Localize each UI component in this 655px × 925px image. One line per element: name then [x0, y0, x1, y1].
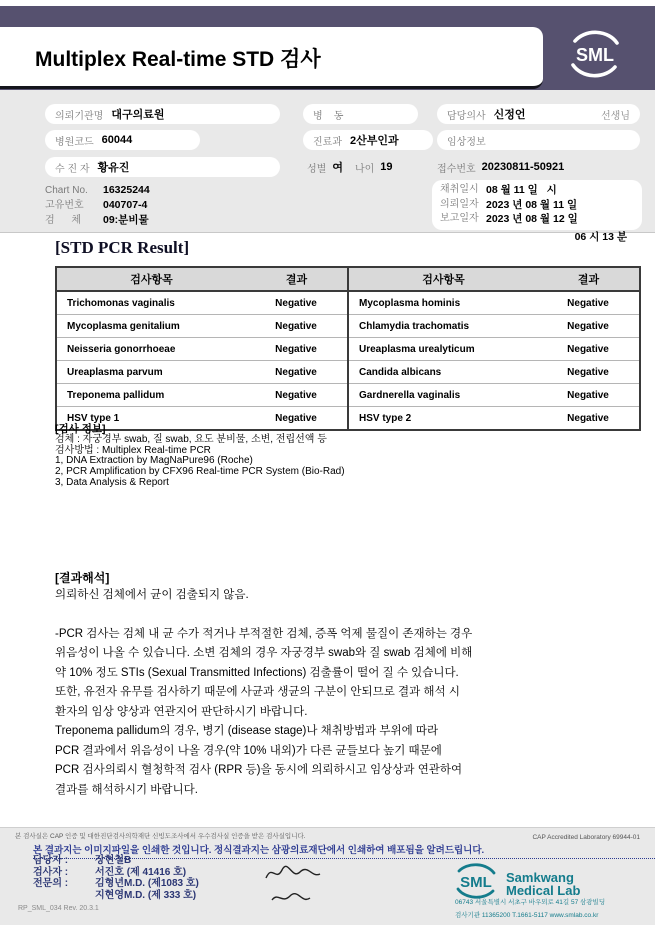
field-label: 접수번호 [437, 163, 476, 175]
table-header-row [56, 267, 640, 291]
test-name: Treponema pallidum [56, 384, 246, 407]
field-label: 병 동 [313, 110, 344, 122]
reported-date: 2023 년 08 월 12 일 [486, 213, 578, 226]
chart-no-value: 16325244 [103, 184, 150, 196]
field-label: 의뢰기관명 [55, 110, 104, 122]
field-label: 의뢰일자 [440, 198, 479, 210]
staff-name: 서진호 (제 41416 호) [95, 866, 187, 878]
staff-name: 지현영M.D. (제 333 호) [95, 889, 197, 901]
field-label: 진료과 [313, 136, 342, 148]
column-header-result: 결과 [246, 267, 348, 291]
lab-address-block [455, 896, 605, 922]
test-name: Candida albicans [348, 361, 538, 384]
staff-row [33, 878, 199, 890]
field-ward [303, 104, 418, 124]
lab-name-line2: Medical Lab [506, 882, 581, 898]
field-organization [45, 104, 280, 124]
test-info-title: [검사 정보] [55, 423, 106, 435]
unique-no-value: 040707-4 [103, 199, 148, 211]
interpretation-line: PCR 검사의뢰시 혈청학적 검사 (RPR 등)을 동시에 의뢰하시고 임상상과 연관하여 [55, 764, 463, 776]
field-label: 담당의사 [447, 110, 486, 122]
lab-address: 06743 서울특별시 서초구 바우뫼로 41길 57 삼광빌딩 [455, 899, 606, 906]
staff-role: 담당자 : [33, 855, 69, 866]
field-value: 20230811-50921 [481, 161, 565, 173]
age-label: 나이 [354, 163, 375, 175]
section-title-std-pcr-result: [STD PCR Result] [55, 238, 190, 257]
field-label: 보고일자 [440, 213, 479, 225]
test-info-section [55, 424, 345, 489]
staff-name: 김형년M.D. (제1083 호) [95, 878, 199, 890]
field-value: 2산부인과 [349, 135, 399, 147]
test-name: HSV type 1 [56, 407, 246, 431]
table-row [56, 338, 640, 361]
lab-name-line1: Samkwang [506, 869, 574, 885]
table-row [56, 291, 640, 315]
form-code: RP_SML_034 Rev. 20.3.1 [18, 905, 99, 912]
staff-role: 검사자 : [33, 866, 69, 878]
collected-date: 08 월 11 일 시 [486, 184, 557, 196]
test-result: Negative [246, 407, 348, 431]
svg-text:SML: SML [576, 45, 614, 65]
test-name: Mycoplasma hominis [348, 291, 538, 315]
interpretation-section [55, 570, 472, 800]
interpretation-summary: 의뢰하신 검체에서 균이 검출되지 않음. [55, 589, 249, 601]
test-result: Negative [538, 338, 640, 361]
field-receipt-number [437, 157, 576, 177]
staff-row [33, 867, 199, 879]
page-title: Multiplex Real-time STD 검사 [35, 48, 321, 71]
chart-info-block [45, 183, 150, 228]
test-name: Neisseria gonorrhoeae [56, 338, 246, 361]
field-patient-name [45, 157, 280, 177]
interpretation-line: Treponema pallidum의 경우, 병기 (disease stage)나 채취방법과 부위에 따라 [55, 725, 439, 737]
field-label: 임상정보 [447, 136, 486, 148]
results-table [55, 266, 641, 431]
field-label: 수 진 자 [55, 163, 90, 175]
test-name: Chlamydia trachomatis [348, 315, 538, 338]
column-header-item: 검사항목 [56, 267, 246, 291]
sml-logo-icon [566, 28, 624, 85]
table-row [56, 384, 640, 407]
field-sex-age [307, 157, 405, 177]
interpretation-line: PCR 결과에서 위음성이 나올 경우(약 10% 내외)가 다른 균들보다 높기 때문에 [55, 744, 442, 757]
report-time: 06 시 13 분 [574, 231, 627, 243]
interpretation-line: -PCR 검사는 검체 내 균 수가 적거나 부적절한 검체, 증폭 억제 물질이 존재하는 경우 [55, 627, 473, 640]
test-name: Ureaplasma parvum [56, 361, 246, 384]
test-info-line: 2, PCR Amplification by CFX96 Real-time PCR System (Bio-Rad) [55, 466, 345, 478]
title-box [0, 27, 543, 89]
test-result: Negative [246, 315, 348, 338]
field-value: 60044 [101, 134, 133, 146]
test-result: Negative [538, 315, 640, 338]
test-result: Negative [538, 291, 640, 315]
age-value: 19 [380, 161, 393, 173]
field-value: 대구의료원 [111, 109, 165, 121]
test-info-line: 3, Data Analysis & Report [55, 476, 169, 488]
requested-date: 2023 년 08 월 11 일 [486, 198, 578, 211]
staff-role [33, 890, 95, 902]
test-name: Gardnerella vaginalis [348, 384, 538, 407]
interpretation-line: 결과를 해석하시기 바랍니다. [55, 783, 198, 796]
interpretation-line: 환자의 임상 양상과 연관지어 판단하시기 바랍니다. [55, 705, 308, 718]
test-info-line: 검체 : 자궁경부 swab, 질 swab, 요도 분비물, 소변, 전립선액 등 [55, 433, 327, 445]
field-value: 신정언 [493, 109, 526, 121]
print-notice: 본 결과지는 이미지파일을 인쇄한 것입니다. 정식결과지는 삼광의료재단에서 인쇄하여 배포됨을 알려드립니다. [33, 842, 655, 859]
svg-text:SML: SML [460, 874, 492, 891]
staff-row [33, 890, 199, 902]
doctor-honorific: 선생님 [601, 110, 630, 122]
test-info-line: 1, DNA Extraction by MagNaPure96 (Roche) [55, 455, 253, 467]
interpretation-title: [결과해석] [55, 571, 110, 585]
test-result: Negative [246, 338, 348, 361]
column-header-item: 검사항목 [348, 267, 538, 291]
test-result: Negative [538, 407, 640, 431]
field-department [303, 130, 433, 150]
staff-block [33, 855, 199, 901]
interpretation-line: 또한, 유전자 유무를 검사하기 때문에 사균과 생균의 구분이 안되므로 결과 해석 시 [55, 686, 460, 698]
column-header-result: 결과 [538, 267, 640, 291]
dates-box [432, 180, 642, 230]
interpretation-line: 위음성이 나올 수 있습니다. 소변 검체의 경우 자궁경부 swab와 질 swab 검체에 비해 [55, 647, 473, 659]
field-label: 고유번호 [45, 200, 84, 211]
field-clinical-info [437, 130, 640, 150]
field-hospital-code [45, 130, 200, 150]
field-label: 병원코드 [55, 136, 94, 148]
test-result: Negative [538, 361, 640, 384]
test-name: Mycoplasma genitalium [56, 315, 246, 338]
cap-accreditation-label: CAP Accredited Laboratory 69944-01 [532, 834, 640, 841]
test-name: Ureaplasma urealyticum [348, 338, 538, 361]
sex-value: 여 [332, 162, 343, 174]
specimen-value: 09:분비물 [103, 214, 149, 226]
lab-name [506, 871, 580, 897]
table-row [56, 315, 640, 338]
test-info-line: 검사방법 : Multiplex Real-time PCR [55, 444, 211, 456]
sex-label: 성별 [307, 163, 327, 175]
staff-role: 전문의 : [33, 878, 69, 890]
staff-name: 장현철B [95, 855, 132, 866]
field-value: 황유진 [97, 162, 130, 174]
field-label: 검 체 [45, 215, 81, 226]
field-label: Chart No. [45, 185, 88, 196]
test-result: Negative [246, 384, 348, 407]
lab-contact: 검사기관 11365200 T.1661-5117 www.smlab.co.kr [455, 912, 599, 919]
interpretation-line: 약 10% 정도 STIs (Sexual Transmitted Infections) 검출률이 떨어 질 수 있습니다. [55, 666, 459, 679]
staff-row [33, 855, 199, 867]
accreditation-line: 본 검사실은 CAP 인증 및 대한진단검사의학재단 신빙도조사에서 우수검사실 인증을 받은 검사실입니다. [15, 833, 306, 840]
test-name: Trichomonas vaginalis [56, 291, 246, 315]
table-row [56, 361, 640, 384]
test-result: Negative [246, 291, 348, 315]
field-doctor [437, 104, 640, 124]
signature-scribbles [262, 862, 352, 915]
test-result: Negative [246, 361, 348, 384]
test-name: HSV type 2 [348, 407, 538, 431]
field-label: 채취일시 [440, 184, 479, 195]
test-result: Negative [538, 384, 640, 407]
